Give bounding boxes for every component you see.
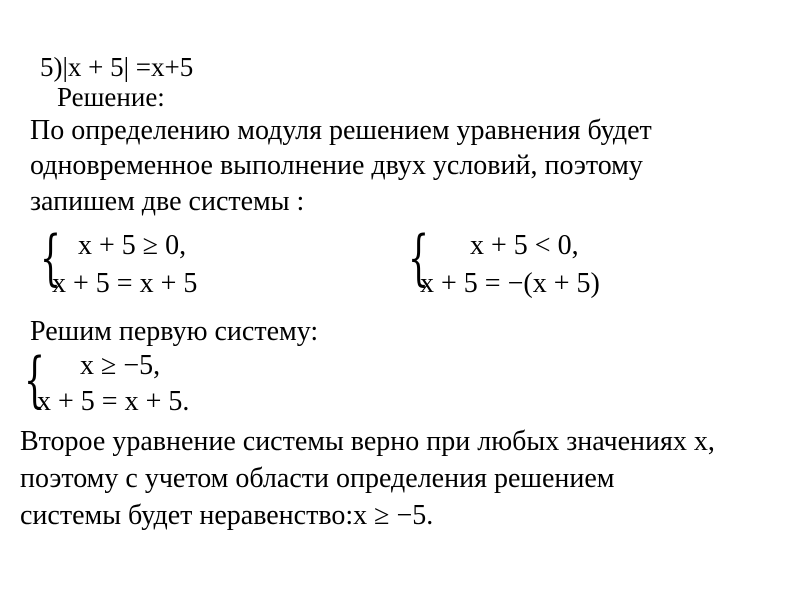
left-brace-icon: {: [24, 345, 46, 415]
left-brace-icon: {: [408, 223, 430, 293]
solution-label: Решение:: [57, 82, 165, 112]
system-1-line-2: x + 5 = x + 5: [52, 268, 198, 299]
conclusion-line: поэтому с учетом области определения решением: [20, 463, 615, 494]
system-2-line-1: x + 5 < 0,: [470, 230, 579, 261]
conclusion-line: системы будет неравенство:x ≥ −5.: [20, 500, 434, 531]
system-2-line-2: x + 5 = −(x + 5): [420, 268, 600, 299]
intro-line: По определению модуля решением уравнения будет: [30, 115, 652, 146]
intro-line: запишем две системы :: [30, 186, 305, 217]
system-3-line-2: x + 5 = x + 5.: [37, 386, 190, 417]
intro-line: одновременное выполнение двух условий, поэтому: [30, 150, 643, 181]
solve-first-label: Решим первую систему:: [30, 316, 319, 347]
system-1-line-1: x + 5 ≥ 0,: [78, 230, 187, 261]
task-title: 5)|x + 5| =x+5: [40, 52, 194, 82]
conclusion-line: Второе уравнение системы верно при любых значениях x,: [20, 426, 715, 457]
left-brace-icon: {: [40, 223, 62, 293]
system-3-line-1: x ≥ −5,: [80, 350, 161, 381]
